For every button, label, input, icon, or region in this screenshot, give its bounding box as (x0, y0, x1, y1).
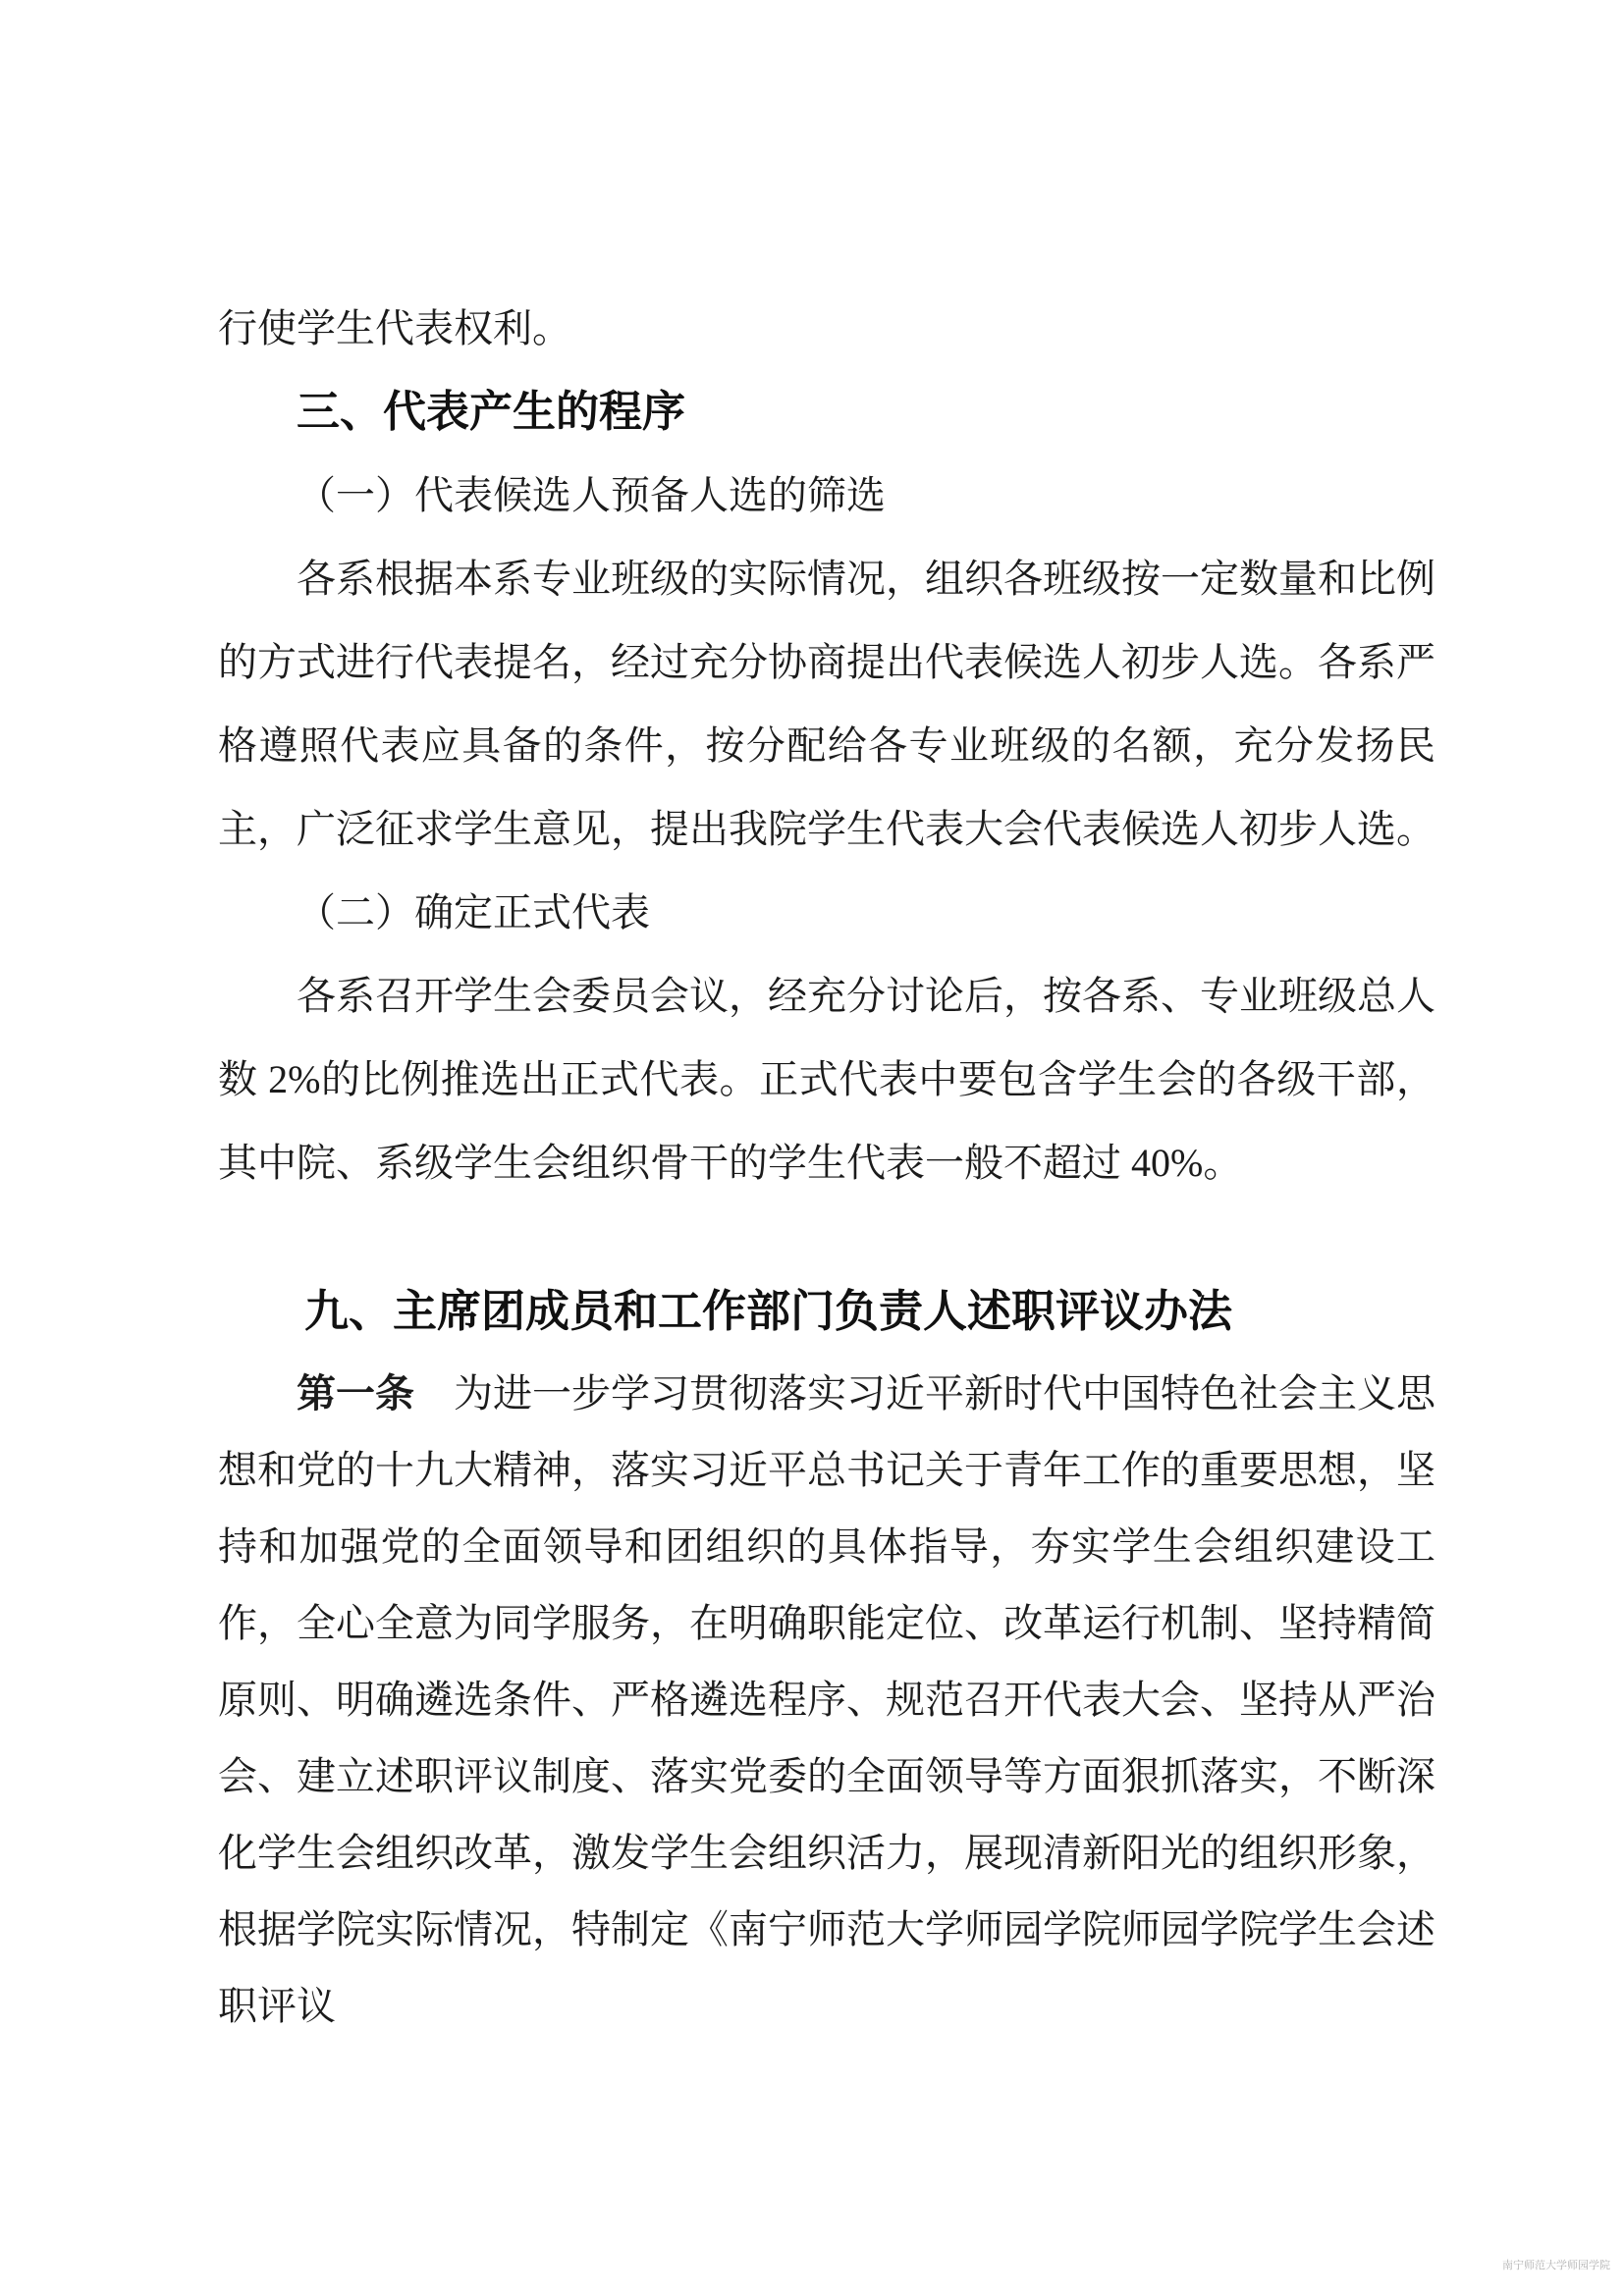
clause-number: 第一条 (297, 1372, 414, 1415)
watermark: 南宁师范大学师园学院 (1502, 2260, 1610, 2271)
paragraph: （二）确定正式代表 (297, 890, 650, 934)
chapter-heading: 九、主席团成员和工作部门负责人述职评议办法 (304, 1286, 1233, 1336)
paragraph-continuation: 行使学生代表权利。 (218, 306, 571, 350)
paragraph: 各系召开学生会委员会议，经充分讨论后，按各系、专业班级总人数 2%的比例推选出正式代表。正式代表中要包含学生会的各级干部，其中院、系级学生会组织骨干的学生代表一般不超过 40%。 (218, 974, 1435, 1185)
section-heading: 三、代表产生的程序 (297, 388, 685, 436)
document-content (218, 287, 1435, 2045)
paragraph: （一）代表候选人预备人选的筛选 (297, 473, 886, 517)
paragraph: 各系根据本系专业班级的实际情况，组织各班级按一定数量和比例的方式进行代表提名，经过充分协商提出代表候选人初步人选。各系严格遵照代表应具备的条件，按分配给各专业班级的名额，充分发扬民主，广泛征求学生意见，提出我院学生代表大会代表候选人初步人选。 (218, 557, 1435, 851)
clause-paragraph: 第一条 为进一步学习贯彻落实习近平新时代中国特色社会主义思想和党的十九大精神，落实习近平总书记关于青年工作的重要思想，坚持和加强党的全面领导和团组织的具体指导，夯实学生会组织建设工作，全心全意为同学服务，在明确职能定位、改革运行机制、坚持精简原则、明确遴选条件、严格遴选程序、规范召开代表大会、坚持从严治会、建立述职评议制度、落实党委的全面领导等方面狠抓落实，不断深化学生会组织改革，激发学生会组织活力，展现清新阳光的组织形象，根据学院实际情况，特制定《南宁师范大学师园学院师园学院学生会述职评议 (218, 1371, 1435, 2028)
